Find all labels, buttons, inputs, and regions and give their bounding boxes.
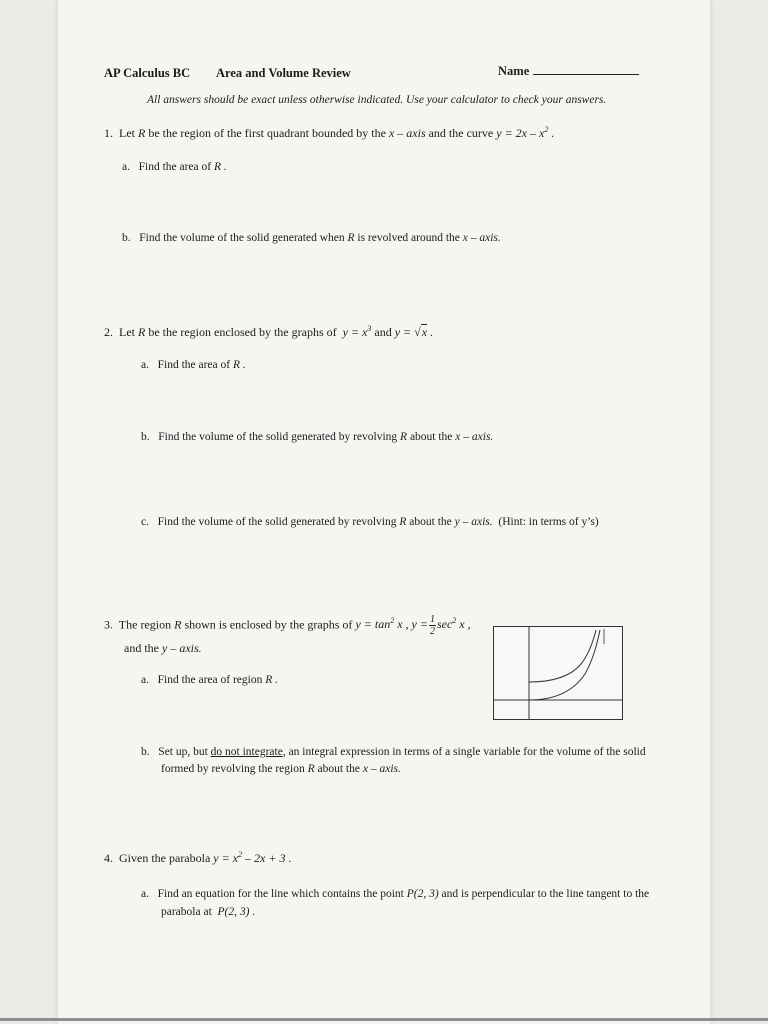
instructions: All answers should be exact unless otherwise indicated. Use your calculator to check your answers.: [147, 94, 607, 106]
q4-equation: $y = x^2 - 2x + 3$ .: [213, 850, 292, 865]
q2-and: and: [374, 325, 392, 339]
q2-text: Let: [119, 325, 135, 339]
q1-region: R: [138, 126, 146, 140]
part-text-c: formed by revolving the region: [161, 763, 305, 775]
worksheet-page: [58, 0, 710, 1024]
q3-region-graph: [493, 626, 623, 720]
question-2: [104, 325, 433, 340]
q1-equation: $y = 2x - x^2$ .: [496, 125, 555, 140]
q2-equation-2: y = √x .: [394, 325, 434, 339]
q3-part-b: [141, 746, 646, 758]
part-region: R: [347, 232, 355, 244]
part-label: c.: [141, 516, 149, 528]
part-text: Find the volume of the solid generated when: [139, 232, 345, 244]
name-field[interactable]: [498, 64, 639, 79]
part-text-c: parabola at: [161, 906, 212, 918]
q3-text-b: shown is enclosed by the graphs of: [184, 617, 353, 632]
question-number: 3.: [104, 617, 113, 632]
graph-frame: [494, 627, 623, 720]
worksheet-title: Area and Volume Review: [216, 66, 351, 80]
q1-text: Let: [119, 126, 135, 140]
name-blank-line[interactable]: [533, 64, 639, 75]
part-text: Find the volume of the solid generated by revolving: [157, 516, 397, 528]
part-emphasis: do not integrate: [210, 746, 283, 758]
question-4: [104, 851, 291, 866]
part-point: P(2, 3): [406, 888, 439, 900]
page-edge-divider: [0, 1018, 768, 1021]
part-label: b.: [141, 431, 150, 443]
part-text: Find the area of: [157, 359, 231, 371]
part-region: R .: [213, 161, 227, 173]
part-region: R: [307, 763, 315, 775]
part-text-b: and is perpendicular to the line tangent to the: [441, 888, 650, 900]
part-region: R: [399, 516, 407, 528]
question-3-line-2: [124, 641, 202, 656]
part-text-tail: about the: [409, 431, 453, 443]
part-label: b.: [122, 232, 131, 244]
part-hint: (Hint: in terms of y’s): [498, 516, 599, 528]
q1-part-b: [122, 232, 501, 244]
part-axis: x – axis.: [462, 232, 501, 244]
course-title: AP Calculus BC: [104, 66, 191, 80]
q2-text-b: be the region enclosed by the graphs of: [148, 325, 337, 339]
question-3: [104, 614, 471, 637]
part-text-tail: is revolved around the: [357, 232, 460, 244]
fraction-one-half: $\frac{1}{2}$: [429, 614, 435, 637]
q2-part-b: [141, 431, 493, 443]
q3-axis: y – axis.: [162, 641, 202, 655]
part-axis: x – axis.: [362, 763, 401, 775]
q3-part-b-line-2: [161, 763, 401, 775]
question-number: 1.: [104, 126, 113, 140]
q3-text: The region: [118, 617, 172, 632]
part-label: a.: [141, 888, 149, 900]
part-text-d: about the: [317, 763, 360, 775]
part-text: Find the volume of the solid generated by revolving: [158, 431, 398, 443]
q3-region: R: [174, 617, 182, 632]
q1-part-a: [122, 161, 227, 173]
part-text: Find an equation for the line which contains the point: [157, 888, 404, 900]
q2-equation-1: $y = x^3$: [342, 324, 372, 339]
name-label: Name: [498, 64, 530, 78]
q3-part-a: [141, 674, 278, 686]
question-number: 2.: [104, 325, 113, 339]
part-region: R .: [265, 674, 279, 686]
part-label: a.: [141, 674, 149, 686]
q2-part-a: [141, 359, 246, 371]
part-region: R .: [232, 359, 246, 371]
q3-equation-2: y = $\frac{1}{2}$ $\sec^2 x$ ,: [411, 614, 471, 637]
q2-region: R: [138, 325, 146, 339]
part-point-2: P(2, 3) .: [217, 906, 256, 918]
part-text-b: , an integral expression in terms of a single variable for the volume of the solid: [282, 746, 646, 758]
q4-part-a: [141, 888, 649, 900]
part-axis: y – axis.: [454, 516, 493, 528]
part-axis: x – axis.: [455, 431, 494, 443]
q1-text-c: and the curve: [428, 126, 494, 140]
part-label: b.: [141, 746, 150, 758]
q2-part-c: [141, 516, 599, 528]
q1-axis: x – axis: [388, 126, 426, 140]
part-region: R: [400, 431, 408, 443]
part-label: a.: [122, 161, 130, 173]
q3-equation-1: $y = \tan^2 x$ ,: [355, 616, 409, 632]
q4-text: Given the parabola: [119, 851, 211, 865]
part-text: Find the area of region: [157, 674, 263, 686]
q3-text-c: and the: [124, 641, 159, 655]
q1-text-b: be the region of the first quadrant bounded by the: [148, 126, 386, 140]
part-text-tail: about the: [409, 516, 452, 528]
question-number: 4.: [104, 851, 113, 865]
q4-part-a-line-2: [161, 906, 255, 918]
question-1: [104, 126, 554, 141]
part-label: a.: [141, 359, 149, 371]
part-text: Set up, but: [158, 746, 208, 758]
part-text: Find the area of: [138, 161, 212, 173]
